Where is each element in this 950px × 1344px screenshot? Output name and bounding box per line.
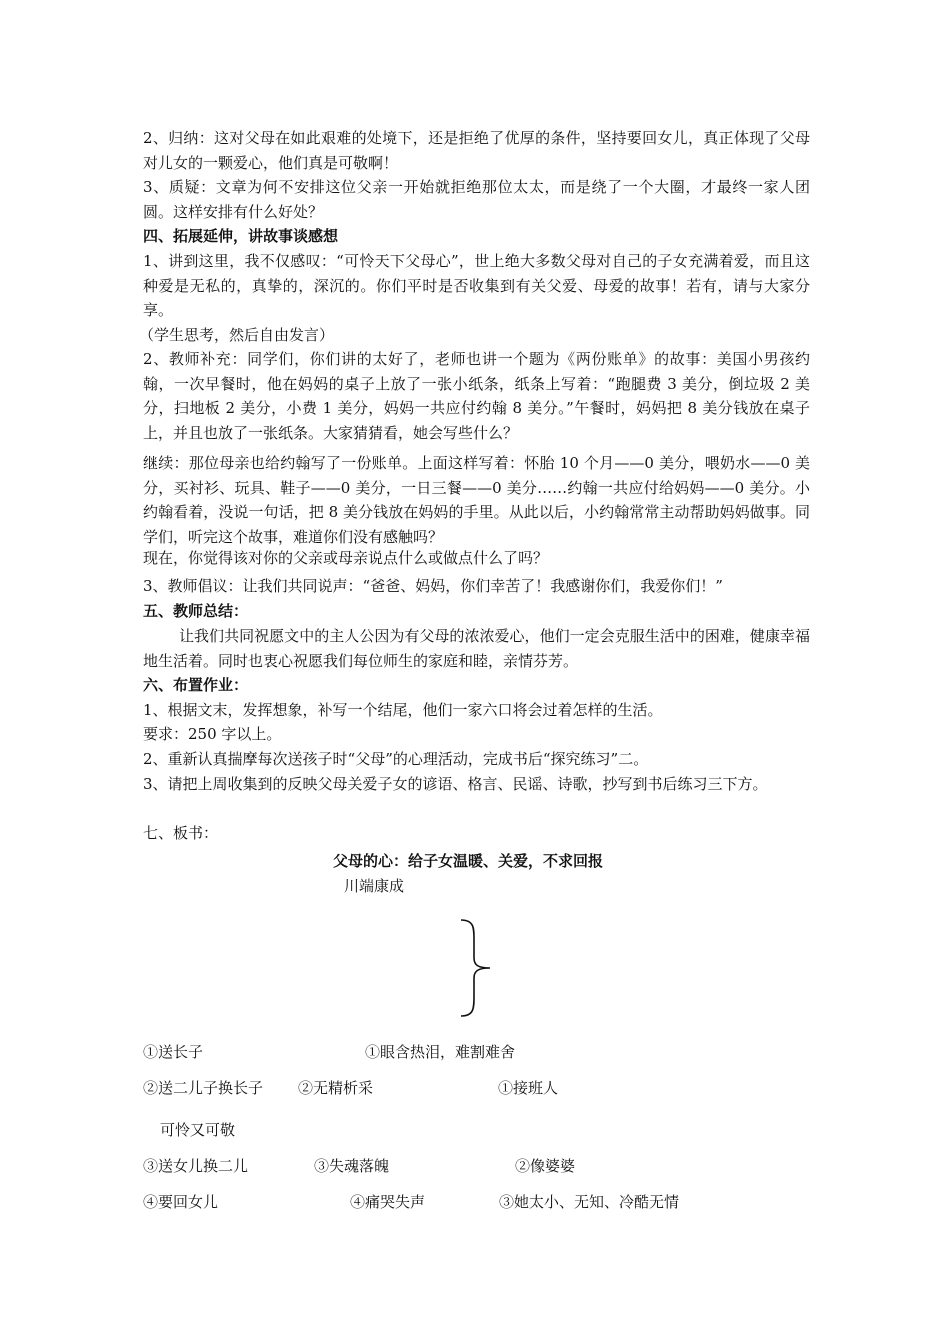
paragraph-summary: 2、归纳：这对父母在如此艰难的处境下，还是拒绝了优厚的条件，坚持要回女儿，真正体现了父母对儿女的一颗爱心，他们真是可敬啊！ — [143, 129, 810, 172]
paragraph-student-note: （学生思考，然后自由发言） — [139, 326, 335, 344]
paragraph-question: 3、质疑：文章为何不安排这位父亲一开始就拒绝那位太太，而是绕了一个大圈，才最终一家人团圆。这样安排有什么好处？ — [143, 178, 810, 221]
homework-2: 2、重新认真揣摩每次送孩子时“父母”的心理活动，完成书后“探究练习”二。 — [143, 750, 649, 768]
section-heading-6: 六、布置作业： — [143, 676, 249, 694]
board-row1-step: ①送长子 — [143, 1043, 204, 1061]
paragraph-extension-1: 1、讲到这里，我不仅感叹：“可怜天下父母心”，世上绝大多数父母对自己的子女充满着爱，而且这种爱是无私的，真挚的，深沉的。你们平时是否收集到有关父爱、母爱的故事！若有，请与大家分享。 — [143, 252, 810, 319]
board-row3-feeling: ③失魂落魄 — [314, 1157, 390, 1175]
board-row2-step: ②送二儿子换长子 — [143, 1079, 264, 1097]
paragraph-now: 现在，你觉得该对你的父亲或母亲说点什么或做点什么了吗？ — [143, 549, 549, 567]
homework-requirement: 要求：250 字以上。 — [143, 725, 282, 743]
paragraph-conclusion: 让我们共同祝愿文中的主人公因为有父母的浓浓爱心，他们一定会克服生活中的困难，健康幸福地生活着。同时也衷心祝愿我们每位师生的家庭和睦，亲情芬芳。 — [143, 627, 810, 670]
board-middle-summary: 可怜又可敬 — [160, 1121, 236, 1139]
homework-3: 3、请把上周收集到的反映父母关爱子女的谚语、格言、民谣、诗歌，抄写到书后练习三下方。 — [143, 775, 768, 793]
board-row3-reason: ②像婆婆 — [515, 1157, 576, 1175]
board-row2-feeling: ②无精析采 — [298, 1079, 374, 1097]
section-heading-4: 四、拓展延伸，讲故事谈感想 — [143, 227, 339, 245]
board-row4-reason: ③她太小、无知、冷酷无情 — [499, 1193, 680, 1211]
board-author: 川端康成 — [344, 877, 405, 895]
board-row4-feeling: ④痛哭失声 — [350, 1193, 426, 1211]
board-row2-reason: ①接班人 — [498, 1079, 559, 1097]
board-row4-step: ④要回女儿 — [143, 1193, 219, 1211]
section-heading-7: 七、板书： — [143, 824, 219, 842]
section-heading-5: 五、教师总结： — [143, 602, 249, 620]
board-row3-step: ③送女儿换二儿 — [143, 1157, 249, 1175]
homework-1: 1、根据文末，发挥想象，补写一个结尾，他们一家六口将会过着怎样的生活。 — [143, 701, 663, 719]
paragraph-teacher-story: 2、教师补充：同学们，你们讲的太好了，老师也讲一个题为《两份账单》的故事：美国小男孩约翰，一次早餐时，他在妈妈的桌子上放了一张小纸条，纸条上写着：“跑腿费 3 美分，倒垃圾 2 美分，扫地板 2 美分，小费 1 美分，妈妈一共应付约翰 8 美分。”午餐时，妈妈把 8 美分钱放在桌子上，并且也放了一张纸条。大家猜猜看，她会写些什么？ — [143, 350, 810, 442]
paragraph-proposal: 3、教师倡议：让我们共同说声：“爸爸、妈妈，你们幸苦了！我感谢你们，我爱你们！” — [143, 577, 723, 595]
board-title: 父母的心：给子女温暖、关爱，不求回报 — [333, 852, 604, 870]
paragraph-continue: 继续：那位母亲也给约翰写了一份账单。上面这样写着：怀胎 10 个月——0 美分，喂奶水——0 美分，买衬衫、玩具、鞋子——0 美分，一日三餐——0 美分……约翰一共应付给妈妈——0 美分。小约翰看着，没说一句话，把 8 美分钱放在妈妈的手里。从此以后，小约翰常常主动帮助妈妈做事。同学们，听完这个故事，难道你们没有感触吗？ — [143, 454, 810, 546]
right-brace-icon — [456, 918, 496, 1018]
board-row1-feeling: ①眼含热泪，难割难舍 — [365, 1043, 516, 1061]
